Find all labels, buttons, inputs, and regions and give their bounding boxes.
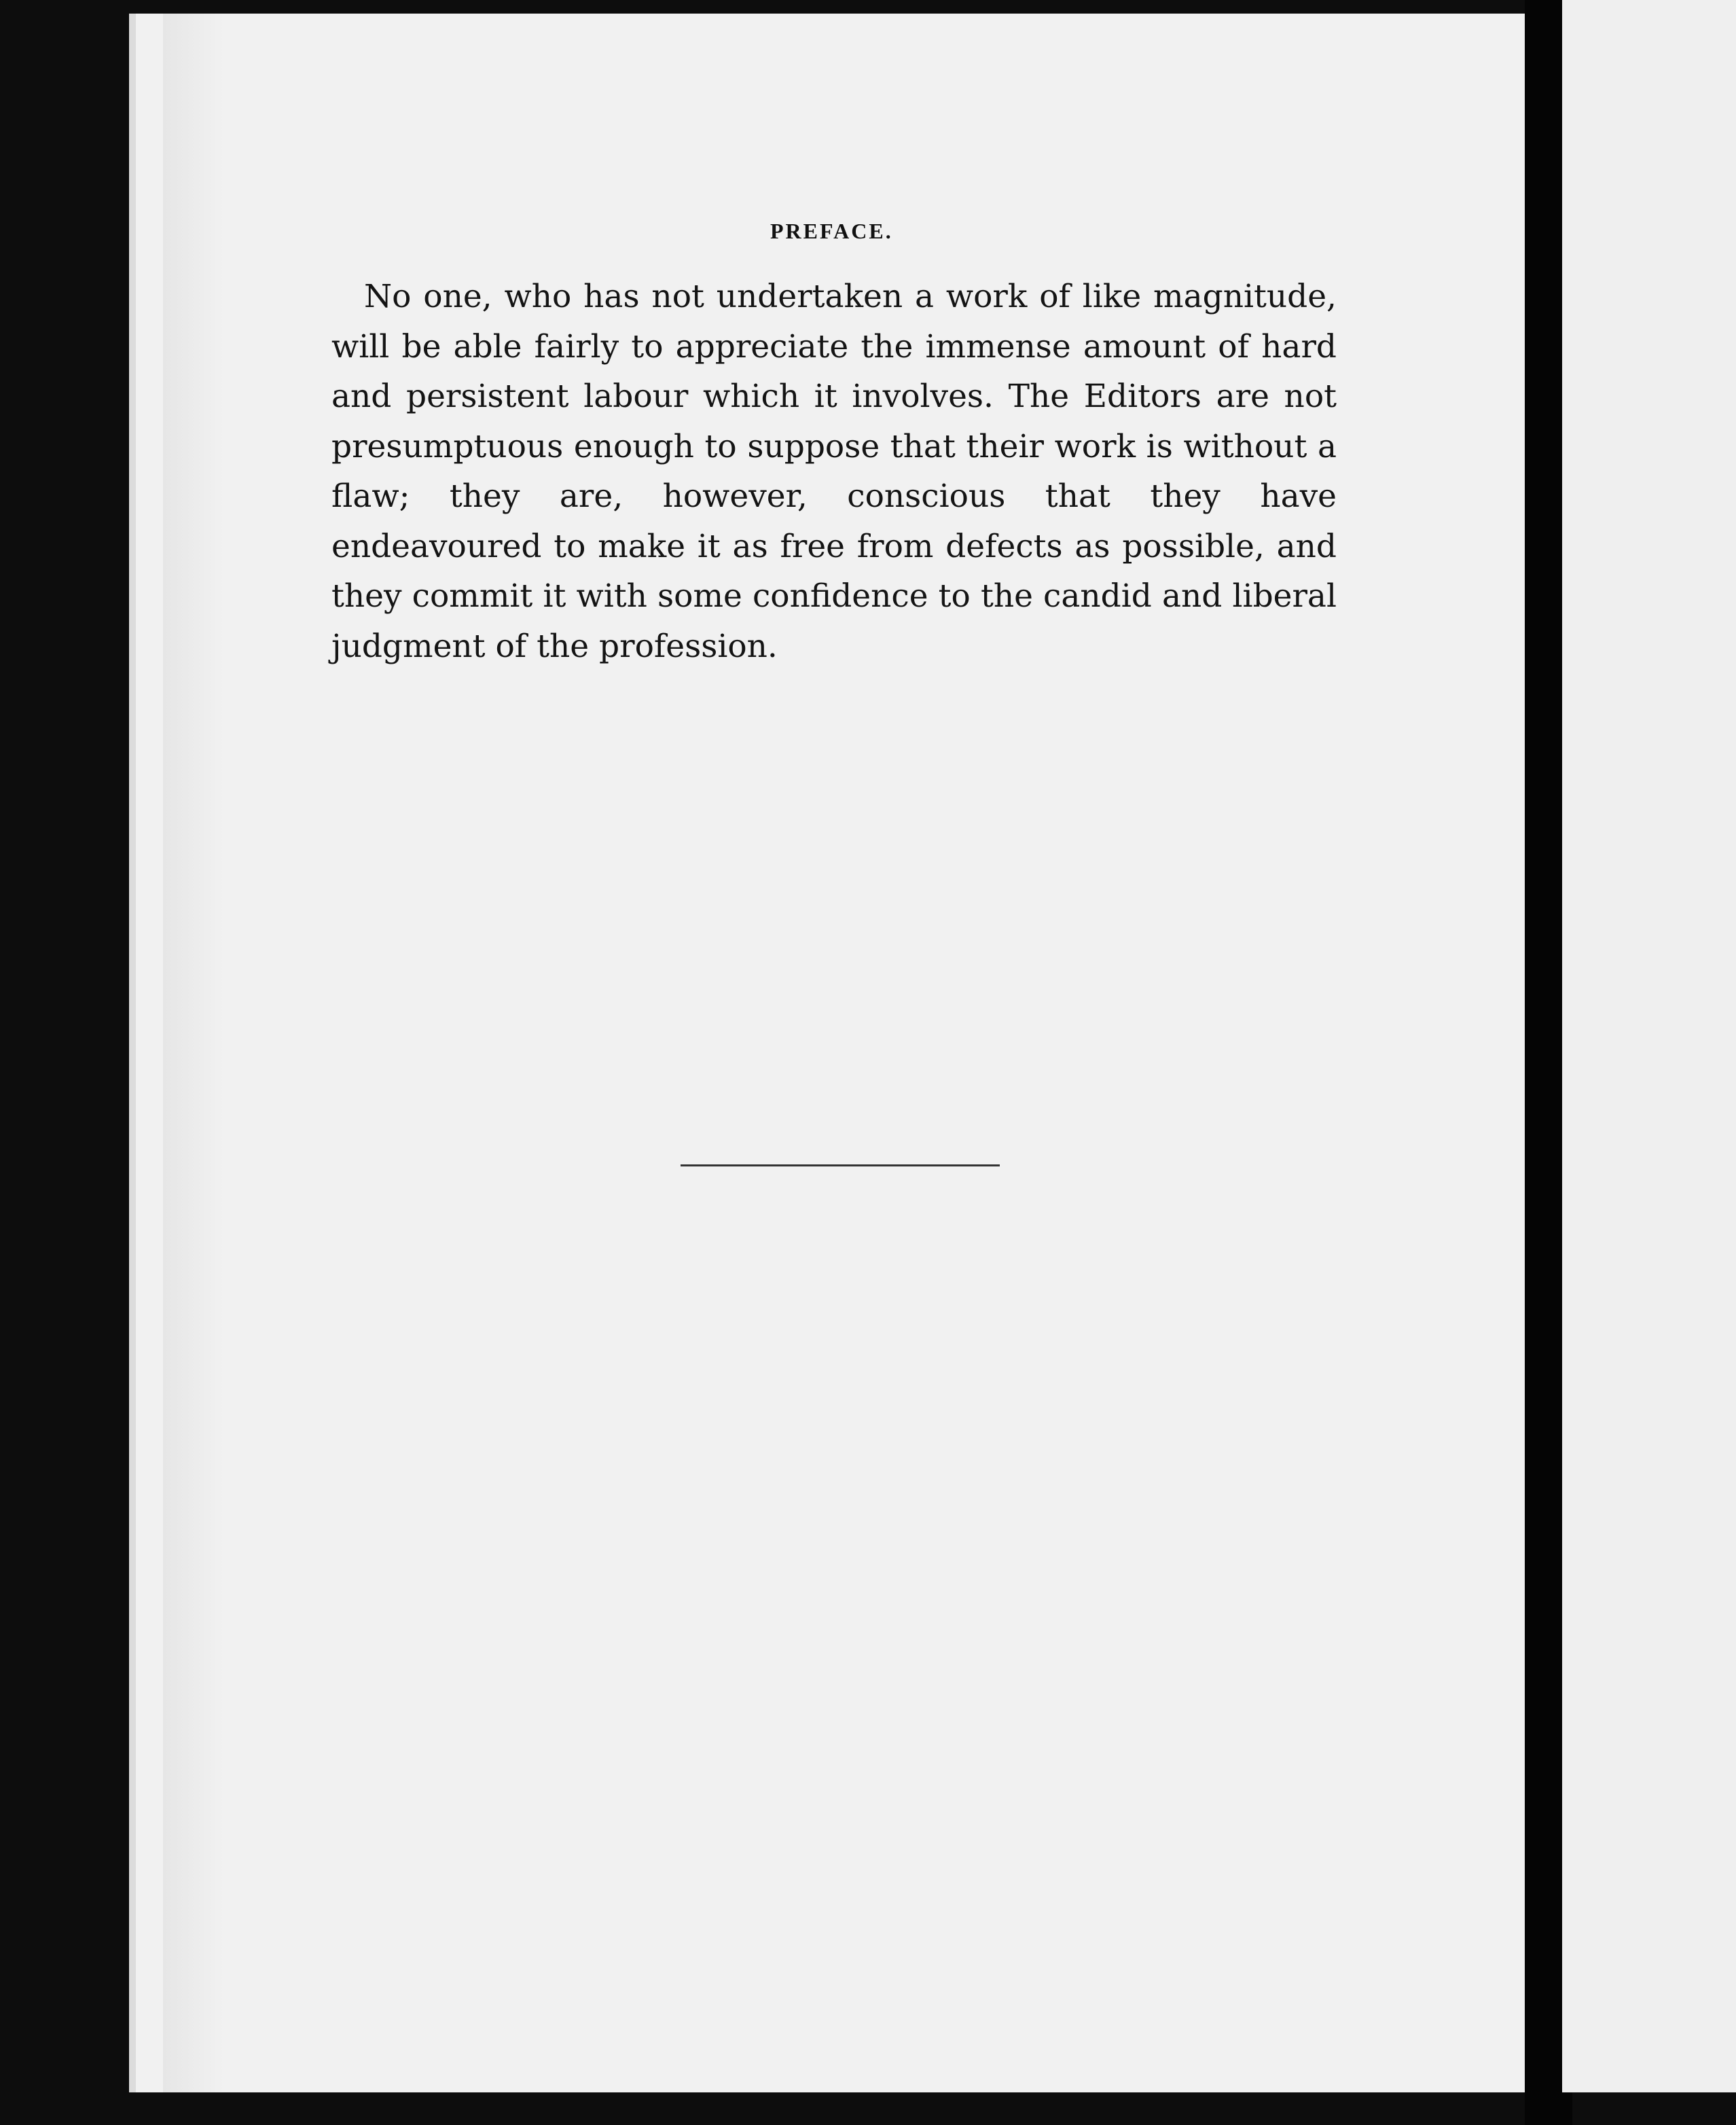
preface-heading: PREFACE.	[770, 219, 893, 243]
right-page	[1562, 0, 1736, 2092]
preface-paragraph: No one, who has not undertaken a work of like magnitude, will be able fairly to appreciate the immense amount of hard and persistent labour which it involves. The Editors are not presumptuous enough to suppose that their work is without a flaw; they are, however, conscious that they have endeavoured to make it as free from defects as possible, and they commit it with some confidence to the candid and liberal judgment of the profession.	[331, 278, 1337, 665]
page-edge	[163, 14, 224, 2092]
section-rule	[681, 1164, 1000, 1166]
